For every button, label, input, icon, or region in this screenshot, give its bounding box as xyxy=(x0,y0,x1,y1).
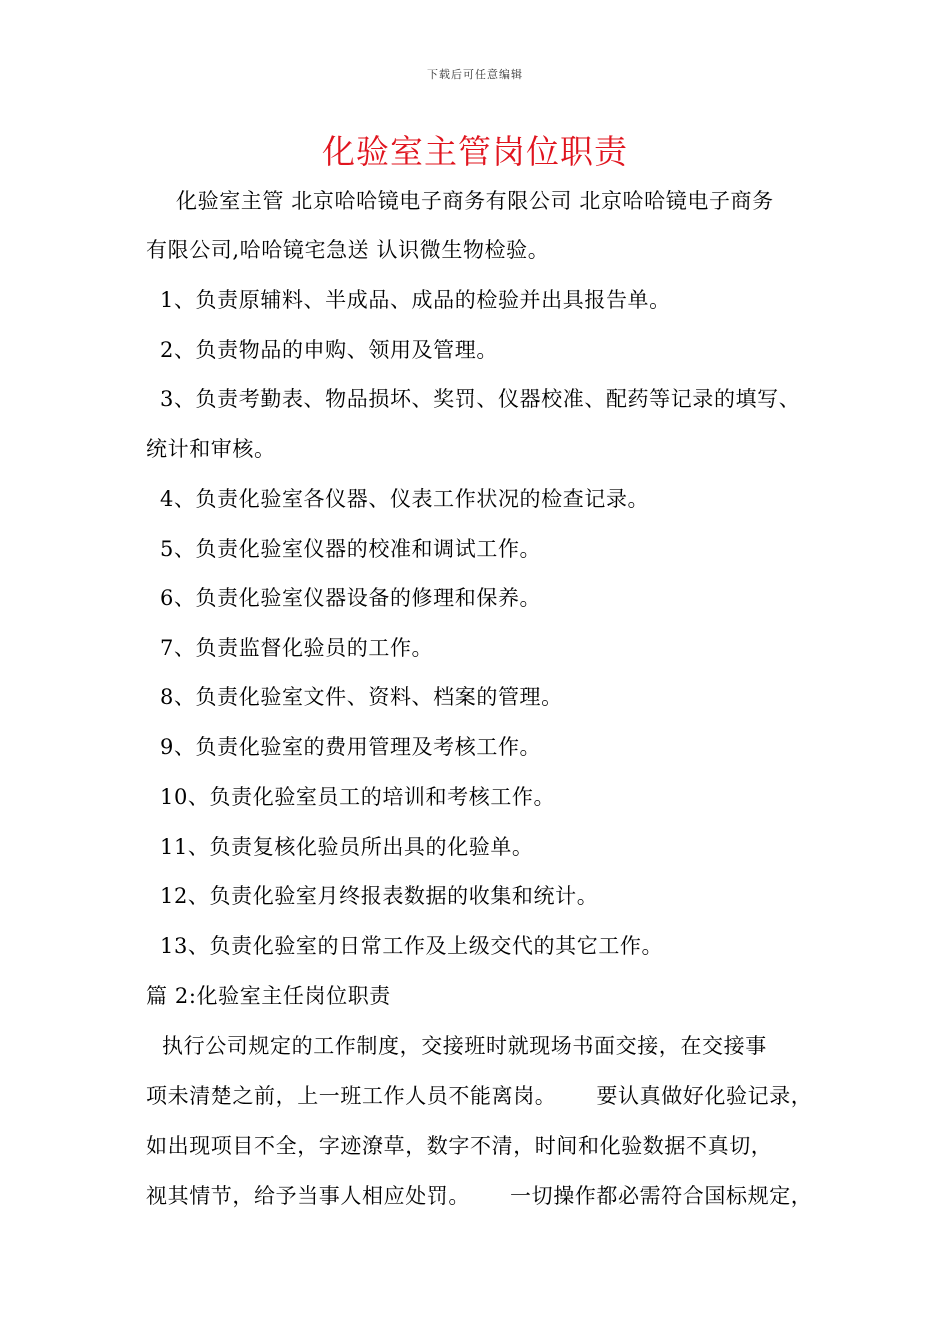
section-heading: 篇 2:化验室主任岗位职责 xyxy=(146,984,391,1008)
list-item: 7、负责监督化验员的工作。 xyxy=(160,636,434,660)
paragraph-line xyxy=(146,1081,812,1111)
intro-line-1: 化验室主管 北京哈哈镜电子商务有限公司 北京哈哈镜电子商务 xyxy=(176,189,774,213)
list-item: 9、负责化验室的费用管理及考核工作。 xyxy=(160,735,542,759)
intro-line-2: 有限公司,哈哈镜宅急送 认识微生物检验。 xyxy=(146,238,550,262)
header-note: 下载后可任意编辑 xyxy=(427,68,523,81)
list-item: 4、负责化验室各仪器、仪表工作状况的检查记录。 xyxy=(160,487,650,511)
list-item: 11、负责复核化验员所出具的化验单。 xyxy=(160,835,534,859)
list-item-continuation: 统计和审核。 xyxy=(146,437,276,461)
document-title: 化验室主管岗位职责 xyxy=(322,132,628,171)
list-item: 12、负责化验室月终报表数据的收集和统计。 xyxy=(160,884,599,908)
paragraph-line: 执行公司规定的工作制度，交接班时就现场书面交接，在交接事 xyxy=(162,1034,767,1058)
list-item: 8、负责化验室文件、资料、档案的管理。 xyxy=(160,685,563,709)
paragraph-segment: 项未清楚之前，上一班工作人员不能离岗。 xyxy=(146,1084,557,1108)
paragraph-segment: 视其情节，给予当事人相应处罚。 xyxy=(146,1184,470,1208)
list-item: 13、负责化验室的日常工作及上级交代的其它工作。 xyxy=(160,934,664,958)
paragraph-line: 如出现项目不全，字迹潦草，数字不清，时间和化验数据不真切， xyxy=(146,1134,773,1158)
list-item: 2、负责物品的申购、领用及管理。 xyxy=(160,338,498,362)
list-item: 3、负责考勤表、物品损坏、奖罚、仪器校准、配药等记录的填写、 xyxy=(160,387,801,411)
list-item: 10、负责化验室员工的培训和考核工作。 xyxy=(160,785,556,809)
list-item: 5、负责化验室仪器的校准和调试工作。 xyxy=(160,537,542,561)
list-item: 6、负责化验室仪器设备的修理和保养。 xyxy=(160,586,542,610)
paragraph-segment: 要认真做好化验记录， xyxy=(596,1084,813,1108)
list-item: 1、负责原辅料、半成品、成品的检验并出具报告单。 xyxy=(160,288,671,312)
paragraph-segment: 一切操作都必需符合国标规定， xyxy=(510,1184,813,1208)
paragraph-line xyxy=(146,1181,812,1211)
